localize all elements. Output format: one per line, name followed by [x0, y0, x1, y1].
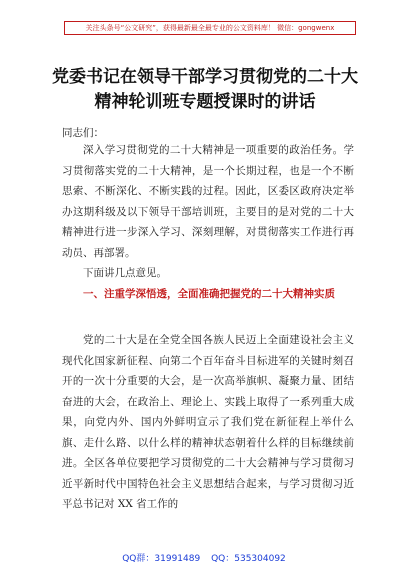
qq-label: QQ：535304092 — [211, 554, 286, 564]
transition-paragraph: 下面讲几点意见。 — [83, 267, 167, 279]
document-title-line-2: 精神轮训班专题授课时的讲话 — [94, 92, 316, 112]
promo-banner: 关注头条号“公文研究”，获得最新最全最专业的公文资料库！ 微信：gongwenx — [64, 21, 356, 35]
body-paragraph: 党的二十大是在全党全国各族人民迈上全面建设社会主义现代化国家新征程、向第二个百年奋斗目标进军的关键时刻召开的一次十分重要的大会，是一次高举旗帜、凝聚力量、团结奋进的大会，在政治上、理论上、实践上取得了一系列重大成果，向党内外、国内外鲜明宣示了我们党在新征程上举什么旗、走什么路、以什么样的精神状态朝着什么样的目标继续前进。全区各单位要把学习贯彻党的二十大会精神与学习贯彻习近平新时代中国特色社会主义思想结合起来，与学习贯彻习近平总书记对 XX 省工作的 — [62, 334, 354, 510]
intro-paragraph: 深入学习贯彻党的二十大精神是一项重要的政治任务。学习贯彻落实党的二十大精神，是一个长期过程，也是一个不断思索、不断深化、不断实践的过程。因此，区委区政府决定举办这期科级及以下领导干部培训班，主要目的是对党的二十大精神进行进一步深入学习、深刻理解，对贯彻落实工作进行再动员、再部署。 — [62, 144, 354, 259]
section-heading-1: 一、注重学深悟透，全面准确把握党的二十大精神实质 — [83, 288, 335, 300]
salutation: 同志们： — [62, 127, 104, 139]
contact-footer — [0, 551, 408, 564]
qq-group-label: QQ群：31991489 — [122, 554, 201, 564]
document-title-line-1: 党委书记在领导干部学习贯彻党的二十大 — [52, 67, 358, 87]
